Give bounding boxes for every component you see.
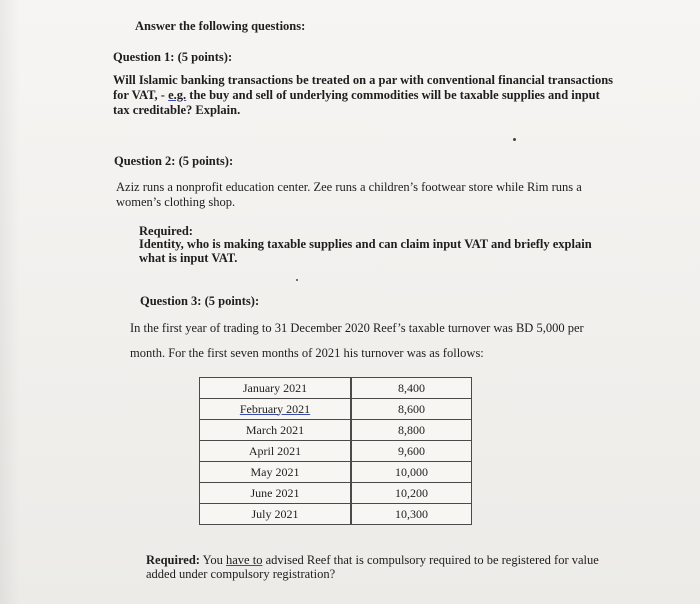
table-row [200,504,472,525]
page-edge-shadow [0,0,20,604]
turnover-table [199,377,472,525]
q2-line1: Aziz runs a nonprofit education center. Zee runs a children’s footwear store while Rim runs a [116,180,582,194]
amount-cell: 10,200 [352,483,472,504]
month-cell: February 2021 [200,399,351,420]
table-row [200,378,472,399]
q1-line1: Will Islamic banking transactions be treated on a par with conventional financial transactions [113,73,614,87]
q3-required-label: Required: [146,553,200,567]
q1-title: Question 1: (5 points): [113,50,233,64]
month-cell: April 2021 [200,441,351,462]
speck [296,279,298,281]
amount-cell: 8,800 [352,420,472,441]
month-cell: March 2021 [200,420,351,441]
q2-req-line2: what is input VAT. [139,251,238,265]
amount-cell: 9,600 [352,441,472,462]
q2-line2: women’s clothing shop. [116,195,236,209]
q1-eg: e.g. [168,88,187,102]
q3-req-text-a: You [199,553,226,567]
amount-cell: 8,400 [352,378,472,399]
month-cell: June 2021 [200,483,351,504]
q3-req-line1 [146,553,599,568]
q3-line1: In the first year of trading to 31 December 2020 Reef’s taxable turnover was BD 5,000 per [130,321,584,335]
table-row [200,399,472,420]
table-row [200,483,472,504]
table-row [200,420,472,441]
q3-have-to: have to [226,553,263,567]
amount-cell: 8,600 [352,399,472,420]
q1-line3: tax creditable? Explain. [113,103,241,117]
q3-req-line2: added under compulsory registration? [146,567,336,581]
q2-title: Question 2: (5 points): [114,154,234,168]
q2-required-label: Required: [139,224,193,238]
amount-cell: 10,000 [352,462,472,483]
q3-title: Question 3: (5 points): [140,294,260,308]
page-heading: Answer the following questions: [135,19,306,33]
q1-line2-start: for VAT, - [113,88,169,102]
q1-line2-end: the buy and sell of underlying commodities will be taxable supplies and input [186,88,600,102]
table-row [200,462,472,483]
month-cell: May 2021 [200,462,351,483]
amount-cell: 10,300 [352,504,472,525]
month-cell: July 2021 [200,504,351,525]
q3-line2: month. For the first seven months of 2021 his turnover was as follows: [130,346,484,360]
q3-req-text-b: advised Reef that is compulsory required to be registered for value [262,553,599,567]
q1-line2 [113,88,600,103]
q2-req-line1: Identity, who is making taxable supplies and can claim input VAT and briefly explain [139,237,592,251]
speck [513,138,516,141]
month-cell: January 2021 [200,378,351,399]
table-row [200,441,472,462]
